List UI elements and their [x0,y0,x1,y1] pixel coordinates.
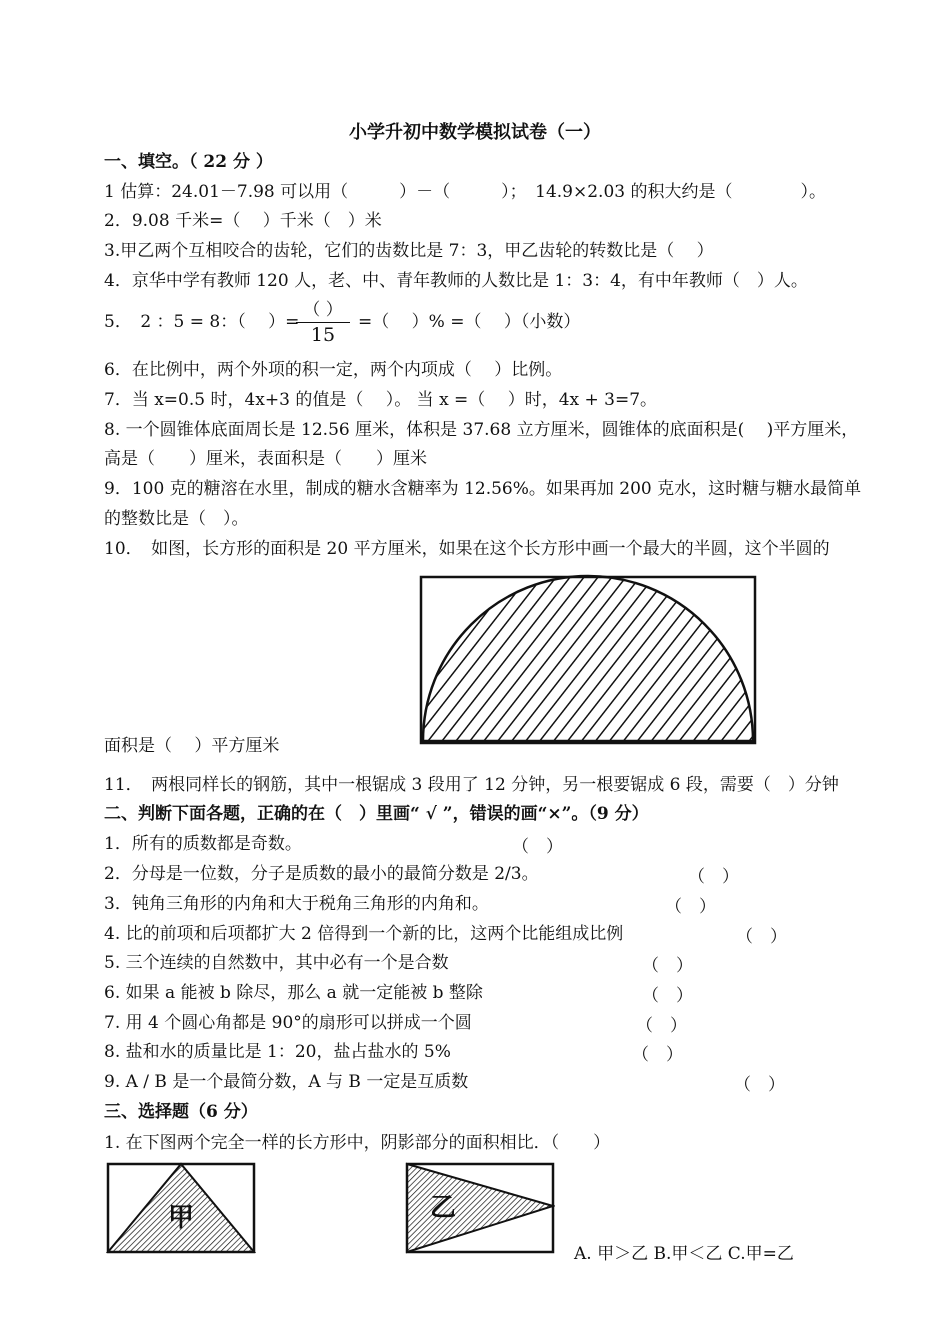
choice-options: A. 甲＞乙 B.甲＜乙 C.甲=乙 [574,1244,794,1264]
judge-answer-5[interactable]: （ ） [642,956,693,976]
question-1-3: 3.甲乙两个互相咬合的齿轮，它们的齿数比是 7：3，甲乙齿轮的转数比是（ ） [104,241,714,261]
choice-question-1: 1. 在下图两个完全一样的长方形中，阴影部分的面积相比．（ ） [104,1133,611,1153]
judge-item-1: 1．所有的质数都是奇数。 [104,834,302,854]
section1-heading: 一、填空。（ 22 分 ） [104,152,273,172]
rectangle-figure-jia [106,1162,256,1254]
judge-answer-3[interactable]: （ ） [665,897,716,917]
judge-item-6: 6. 如果 a 能被 b 除尽，那么 a 就一定能被 b 整除 [104,983,483,1003]
question-1-9-line2: 的整数比是（ ）。 [104,509,249,529]
question-1-11: 11． 两根同样长的钢筋，其中一根锯成 3 段用了 12 分钟，另一根要锯成 6 段，需要（ ）分钟 [104,775,839,795]
question-1-8-line2: 高是（ ）厘米，表面积是（ ）厘米 [104,449,427,469]
judge-answer-2[interactable]: （ ） [688,867,739,887]
semicircle-figure [418,574,758,746]
question-1-9-line1: 9．100 克的糖溶在水里，制成的糖水含糖率为 12.56%。如果再加 200 克水，这时糖与糖水最简单 [104,479,862,499]
question-1-5-suffix: =（ ）% =（ ）（小数） [358,312,581,332]
fraction-denominator: 15 [310,324,336,346]
judge-answer-7[interactable]: （ ） [636,1016,687,1036]
judge-item-3: 3．钝角三角形的内角和大于税角三角形的内角和。 [104,894,489,914]
question-1-8-line1: 8. 一个圆锥体底面周长是 12.56 厘米，体积是 37.68 立方厘米，圆锥体的底面积是( )平方厘米， [104,420,859,440]
label-jia: 甲 [167,1203,195,1233]
judge-answer-9[interactable]: （ ） [734,1075,785,1095]
label-yi: 乙 [429,1193,457,1223]
question-1-4: 4．京华中学有教师 120 人，老、中、青年教师的人数比是 1：3：4，有中年教师（ ）人。 [104,271,808,291]
judge-item-5: 5. 三个连续的自然数中，其中必有一个是合数 [104,953,449,973]
question-1-1: 1 估算：24.01－7.98 可以用（ ）－（ ）； 14.9×2.03 的积大约是（ ）。 [104,182,826,202]
page-title: 小学升初中数学模拟试卷（一） [349,122,601,143]
judge-item-9: 9. A / B 是一个最简分数，A 与 B 一定是互质数 [104,1072,469,1092]
fraction [296,300,350,345]
question-1-5-prefix: 5． 2 ：5 = 8：（ ）= [104,312,300,332]
section2-heading: 二、判断下面各题，正确的在（ ）里画“ √ ”，错误的画“×”。（9 分） [104,804,649,824]
question-1-10-line2: 面积是（ ）平方厘米 [104,736,280,756]
question-1-6: 6．在比例中，两个外项的积一定，两个内项成（ ）比例。 [104,360,563,380]
section3-heading: 三、选择题（6 分） [104,1102,258,1122]
judge-item-7: 7. 用 4 个圆心角都是 90°的扇形可以拼成一个圆 [104,1013,472,1033]
judge-item-2: 2．分母是一位数，分子是质数的最小的最简分数是 2/3。 [104,864,539,884]
judge-answer-6[interactable]: （ ） [642,986,693,1006]
rectangle-figure-yi [405,1162,555,1254]
fraction-numerator: （ ） [303,300,343,320]
judge-answer-8[interactable]: （ ） [632,1045,683,1065]
judge-answer-1[interactable]: （ ） [512,837,563,857]
question-1-7: 7．当 x=0.5 时，4x+3 的值是（ ）。 当 x =（ ）时，4x + 3=7。 [104,390,658,410]
judge-item-4: 4. 比的前项和后项都扩大 2 倍得到一个新的比，这两个比能组成比例 [104,924,624,944]
fraction-bar [296,322,350,323]
judge-item-8: 8. 盐和水的质量比是 1：20，盐占盐水的 5% [104,1042,451,1062]
question-1-10-line1: 10． 如图，长方形的面积是 20 平方厘米，如果在这个长方形中画一个最大的半圆，这个半圆的 [104,539,830,559]
judge-answer-4[interactable]: （ ） [736,927,787,947]
question-1-2: 2．9.08 千米=（ ）千米（ ）米 [104,211,382,231]
